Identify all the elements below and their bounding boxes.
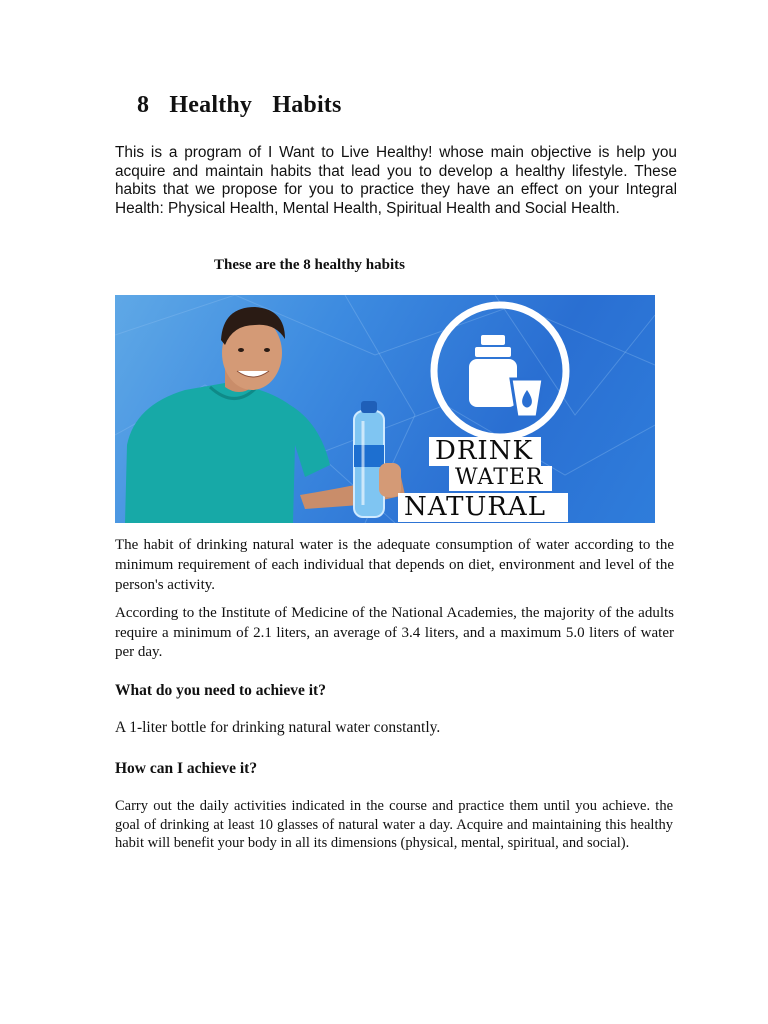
answer-what-you-need: A 1-liter bottle for drinking natural water constantly. [115, 719, 441, 736]
banner-word-natural: NATURAL [398, 493, 568, 522]
banner-word-water: WATER [449, 466, 552, 491]
page-title: 8 Healthy Habits [137, 92, 342, 118]
image-caption: These are the 8 healthy habits [214, 257, 405, 273]
paragraph-how-to-achieve: Carry out the daily activities indicated in the course and practice them until you achieve. the goal of drinking at least 10 glasses of natural water a day. Acquire and maintaining this healthy habit will benefit your body in all its dimensions (physical, mental, spiritual, and social). [115, 798, 673, 851]
paragraph-recommendation: According to the Institute of Medicine of the National Academies, the majority of the adults require a minimum of 2.1 liters, an average of 3.4 liters, and a maximum 5.0 liters of water per day. [115, 605, 674, 660]
heading-how-to-achieve: How can I achieve it? [115, 760, 258, 777]
heading-what-you-need: What do you need to achieve it? [115, 682, 326, 699]
paragraph-definition: The habit of drinking natural water is the adequate consumption of water according to the minimum requirement of each individual that depends on diet, environment and level of the person's activity. [115, 537, 674, 593]
banner-word-drink: DRINK [429, 437, 541, 466]
drink-water-banner [115, 295, 655, 523]
intro-paragraph: This is a program of I Want to Live Healthy! whose main objective is help you acquire and maintain habits that lead you to develop a healthy lifestyle. These habits that we propose for you to practice they have an effect on your Integral Health: Physical Health, Mental Health, Spiritual Health and Social Health. [115, 144, 677, 217]
man-with-bottle-photo [125, 307, 405, 523]
banner-illustration [115, 295, 655, 523]
